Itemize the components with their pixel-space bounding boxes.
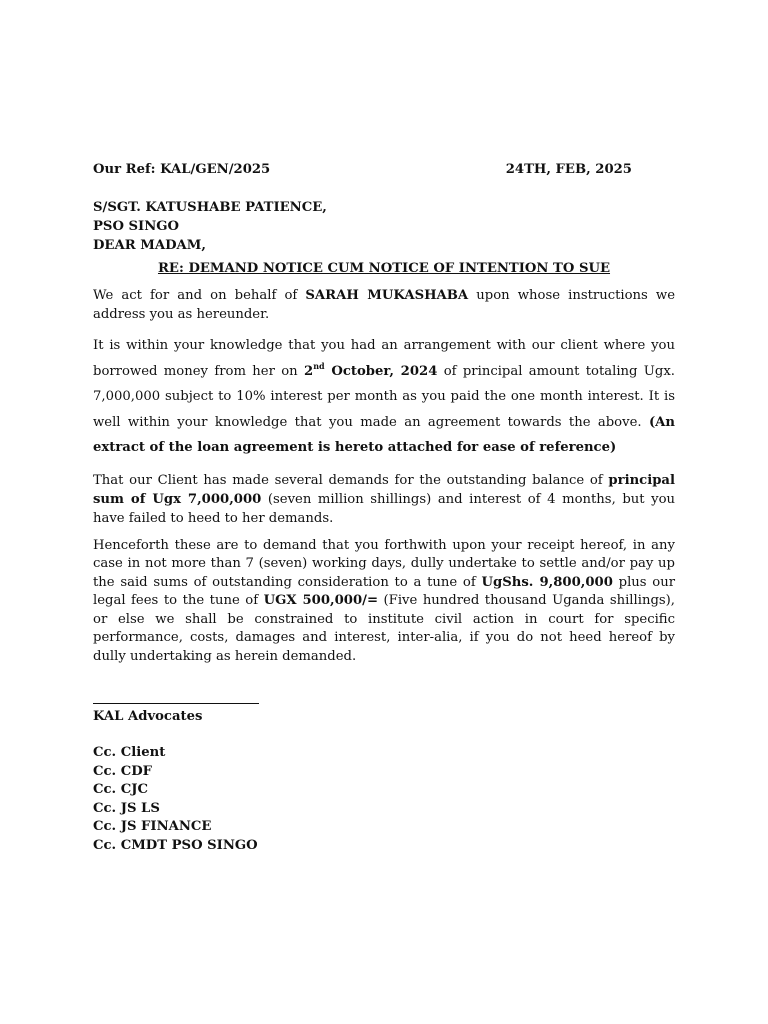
legal-fees: UGX 500,000/= <box>263 593 379 608</box>
client-name: SARAH MUKASHABA <box>305 288 469 303</box>
attachment-note: (An extract of the loan agreement is hereto attached for ease of reference) <box>93 414 675 455</box>
total-demand: UgShs. 9,800,000 <box>481 574 613 590</box>
para1-text-end: upon whose instructions we address you as hereunder. <box>93 288 675 322</box>
para4-text-mid: plus our legal fees to the tune of <box>93 574 676 608</box>
paragraph-demands <box>93 471 675 528</box>
subject-line: RE: DEMAND NOTICE CUM NOTICE OF INTENTION TO SUE <box>157 261 611 276</box>
recipient-name: S/SGT. KATUSHABE PATIENCE, <box>93 200 327 215</box>
para3-text: That our Client has made several demands for the outstanding balance of <box>93 472 609 488</box>
day-ordinal: nd <box>313 360 325 371</box>
recipient-unit: PSO SINGO <box>93 219 180 234</box>
para2-text-mid: of principal amount totaling Ugx. 7,000,000 subject to 10% interest per month as you paid the one month interest. It is well within your knowledge that you made an agreement towards the above. <box>93 363 675 430</box>
reference-row <box>93 160 675 180</box>
loan-day: 2 <box>304 363 314 379</box>
cc-item: Cc. CMDT PSO SINGO <box>93 837 258 853</box>
signatory: KAL Advocates <box>93 709 203 724</box>
signature-line <box>93 703 259 704</box>
cc-list <box>93 744 675 855</box>
para2-text: It is within your knowledge that you had an arrangement with our client where you borrowed money from her on <box>93 338 675 379</box>
cc-item: Cc. JS FINANCE <box>93 819 212 834</box>
letter-date: 24TH, FEB, 2025 <box>505 162 632 177</box>
paragraph-instructions <box>93 286 675 324</box>
para4-text: Henceforth these are to demand that you forthwith upon your receipt hereof, in any case in not more than 7 (seven) working days, dully undertake to settle and/or pay up the said sums of outstanding consideration to a tune of <box>93 537 675 590</box>
letter-page <box>93 160 675 855</box>
cc-item: Cc. Client <box>93 745 166 760</box>
loan-month-year: October, 2024 <box>324 363 438 379</box>
cc-item: Cc. JS LS <box>93 800 160 816</box>
cc-item: Cc. CJC <box>93 782 148 797</box>
recipient-address <box>93 198 675 255</box>
cc-item: Cc. CDF <box>93 763 153 779</box>
our-reference: Our Ref: KAL/GEN/2025 <box>93 162 271 177</box>
principal-sum: principal sum of Ugx 7,000,000 <box>93 472 675 507</box>
salutation: DEAR MADAM, <box>93 238 206 253</box>
para4-text-end: (Five hundred thousand Uganda shillings), or else we shall be constrained to institute civil action in court for specific performance, costs, damages and interest, inter-alia, if you do not heed hereof by dully undertaking as herein demanded. <box>93 593 675 664</box>
paragraph-final-demand <box>93 537 675 667</box>
paragraph-arrangement <box>93 333 675 461</box>
para3-text-end: (seven million shillings) and interest of 4 months, but you have failed to heed to her demands. <box>93 491 675 526</box>
para1-text: We act for and on behalf of <box>93 288 306 303</box>
